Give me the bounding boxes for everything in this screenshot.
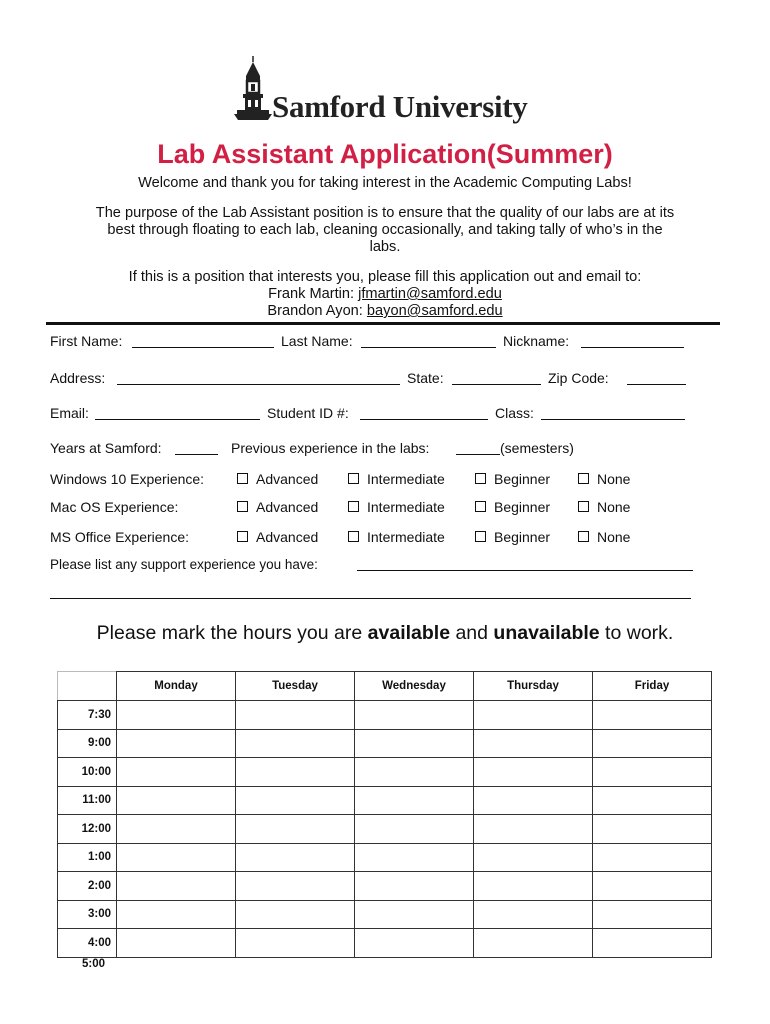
- class-field[interactable]: [541, 419, 685, 420]
- student-id-field[interactable]: [360, 419, 488, 420]
- schedule-cell[interactable]: [236, 729, 355, 758]
- office-intermediate-checkbox[interactable]: [348, 531, 359, 542]
- last-name-field[interactable]: [361, 347, 496, 348]
- schedule-cell[interactable]: [117, 786, 236, 815]
- time-label: 2:00: [58, 872, 117, 901]
- office-none-checkbox[interactable]: [578, 531, 589, 542]
- availability-instruction: [0, 622, 770, 645]
- option-label: None: [597, 499, 631, 515]
- email-link[interactable]: jfmartin@samford.edu: [358, 286, 502, 302]
- option-label: Intermediate: [367, 471, 445, 487]
- schedule-cell[interactable]: [355, 872, 474, 901]
- option-label: Intermediate: [367, 499, 445, 515]
- schedule-cell[interactable]: [355, 815, 474, 844]
- windows-beginner-checkbox[interactable]: [475, 473, 486, 484]
- schedule-cell[interactable]: [355, 786, 474, 815]
- time-label: 10:00: [58, 758, 117, 787]
- mac-beginner-checkbox[interactable]: [475, 501, 486, 512]
- schedule-cell[interactable]: [236, 872, 355, 901]
- schedule-cell[interactable]: [236, 815, 355, 844]
- schedule-row: [58, 786, 712, 815]
- schedule-cell[interactable]: [117, 701, 236, 730]
- contact-frank: [0, 286, 770, 303]
- schedule-cell[interactable]: [236, 929, 355, 958]
- years-label: Years at Samford:: [50, 440, 162, 456]
- mac-experience-label: Mac OS Experience:: [50, 499, 179, 515]
- schedule-cell[interactable]: [593, 729, 712, 758]
- schedule-row: [58, 843, 712, 872]
- time-label: 11:00: [58, 786, 117, 815]
- option-label: Beginner: [494, 529, 551, 545]
- schedule-row: [58, 900, 712, 929]
- schedule-row: [58, 701, 712, 730]
- schedule-cell[interactable]: [236, 843, 355, 872]
- bell-tower-logo-icon: [234, 56, 272, 122]
- availability-text: and: [450, 622, 494, 644]
- windows-experience-label: Windows 10 Experience:: [50, 471, 205, 487]
- schedule-row: [58, 815, 712, 844]
- support-experience-label: Please list any support experience you have:: [50, 557, 318, 572]
- schedule-cell[interactable]: [355, 843, 474, 872]
- schedule-row: [58, 758, 712, 787]
- address-field[interactable]: [117, 384, 400, 385]
- purpose-line: labs.: [369, 239, 401, 255]
- years-field[interactable]: [175, 454, 218, 455]
- office-advanced-checkbox[interactable]: [237, 531, 248, 542]
- schedule-cell[interactable]: [474, 929, 593, 958]
- schedule-cell[interactable]: [593, 900, 712, 929]
- student-id-label: Student ID #:: [267, 405, 349, 421]
- zip-field[interactable]: [627, 384, 686, 385]
- schedule-cell[interactable]: [593, 815, 712, 844]
- schedule-cell[interactable]: [355, 701, 474, 730]
- option-label: None: [597, 471, 631, 487]
- contact-name: Frank Martin:: [268, 286, 359, 302]
- time-label: 1:00: [58, 843, 117, 872]
- schedule-cell[interactable]: [355, 900, 474, 929]
- unavailable-word: unavailable: [493, 622, 600, 644]
- email-field[interactable]: [95, 419, 260, 420]
- schedule-cell[interactable]: [474, 872, 593, 901]
- mac-intermediate-checkbox[interactable]: [348, 501, 359, 512]
- welcome-text: Welcome and thank you for taking interest in the Academic Computing Labs!: [138, 175, 632, 191]
- schedule-row: [58, 929, 712, 958]
- schedule-table: [57, 671, 712, 958]
- schedule-cell[interactable]: [236, 786, 355, 815]
- schedule-cell[interactable]: [474, 701, 593, 730]
- schedule-cell[interactable]: [117, 729, 236, 758]
- address-label: Address:: [50, 370, 106, 386]
- email-label: Email:: [50, 405, 89, 421]
- schedule-cell[interactable]: [117, 900, 236, 929]
- option-label: Beginner: [494, 499, 551, 515]
- schedule-cell[interactable]: [593, 701, 712, 730]
- schedule-cell[interactable]: [355, 929, 474, 958]
- windows-none-checkbox[interactable]: [578, 473, 589, 484]
- last-name-label: Last Name:: [281, 333, 353, 349]
- schedule-cell[interactable]: [236, 900, 355, 929]
- schedule-cell[interactable]: [593, 872, 712, 901]
- availability-text: to work.: [599, 622, 674, 644]
- first-name-label: First Name:: [50, 333, 123, 349]
- email-link[interactable]: bayon@samford.edu: [366, 303, 503, 319]
- schedule-cell[interactable]: [474, 758, 593, 787]
- schedule-cell[interactable]: [355, 729, 474, 758]
- state-field[interactable]: [452, 384, 541, 385]
- contact-block: [0, 269, 770, 320]
- zip-label: Zip Code:: [548, 370, 609, 386]
- mac-none-checkbox[interactable]: [578, 501, 589, 512]
- schedule-row: [58, 729, 712, 758]
- purpose-line: The purpose of the Lab Assistant position is to ensure that the quality of our labs are at its: [95, 205, 675, 221]
- option-label: Advanced: [256, 529, 319, 545]
- day-header: Tuesday: [236, 672, 355, 701]
- time-label: 4:00: [58, 929, 117, 958]
- schedule-cell[interactable]: [236, 758, 355, 787]
- schedule-cell[interactable]: [593, 786, 712, 815]
- state-label: State:: [407, 370, 444, 386]
- schedule-cell[interactable]: [117, 843, 236, 872]
- schedule-row: [58, 872, 712, 901]
- previous-experience-label: Previous experience in the labs:: [231, 440, 430, 456]
- schedule-cell[interactable]: [117, 758, 236, 787]
- corner-cell: [58, 672, 117, 701]
- day-header: Friday: [593, 672, 712, 701]
- contact-brandon: [0, 303, 770, 320]
- schedule-cell[interactable]: [474, 815, 593, 844]
- option-label: Advanced: [256, 499, 319, 515]
- nickname-field[interactable]: [581, 347, 684, 348]
- time-label: 5:00: [82, 958, 106, 970]
- purpose-text: [0, 205, 770, 256]
- day-header: Wednesday: [355, 672, 474, 701]
- mac-advanced-checkbox[interactable]: [237, 501, 248, 512]
- schedule-cell[interactable]: [236, 701, 355, 730]
- available-word: available: [367, 622, 451, 644]
- schedule-cell[interactable]: [474, 729, 593, 758]
- time-label: 9:00: [58, 729, 117, 758]
- schedule-cell[interactable]: [593, 929, 712, 958]
- interest-text: If this is a position that interests you, please fill this application out and email to:: [128, 269, 642, 285]
- university-name: Samford University: [272, 89, 528, 124]
- first-name-field[interactable]: [132, 347, 274, 348]
- divider: [46, 322, 720, 325]
- schedule-cell[interactable]: [117, 872, 236, 901]
- support-experience-field[interactable]: [357, 570, 693, 571]
- class-label: Class:: [495, 405, 534, 421]
- schedule-cell[interactable]: [593, 843, 712, 872]
- schedule-cell[interactable]: [593, 758, 712, 787]
- time-label: 12:00: [58, 815, 117, 844]
- time-label: 3:00: [58, 900, 117, 929]
- windows-intermediate-checkbox[interactable]: [348, 473, 359, 484]
- schedule-cell[interactable]: [355, 758, 474, 787]
- day-header: Monday: [117, 672, 236, 701]
- office-experience-label: MS Office Experience:: [50, 529, 190, 545]
- windows-advanced-checkbox[interactable]: [237, 473, 248, 484]
- option-label: Intermediate: [367, 529, 445, 545]
- schedule-cell[interactable]: [474, 843, 593, 872]
- purpose-line: best through floating to each lab, cleaning occasionally, and taking tally of who’s in the: [107, 222, 663, 238]
- option-label: Beginner: [494, 471, 551, 487]
- schedule-cell[interactable]: [117, 929, 236, 958]
- schedule-cell[interactable]: [474, 900, 593, 929]
- contact-name: Brandon Ayon:: [267, 303, 367, 319]
- day-header: Thursday: [474, 672, 593, 701]
- page-title: Lab Assistant Application(Summer): [157, 139, 613, 169]
- schedule-cell[interactable]: [474, 786, 593, 815]
- semesters-label: (semesters): [500, 440, 574, 456]
- option-label: Advanced: [256, 471, 319, 487]
- support-experience-field-line2[interactable]: [50, 598, 691, 599]
- option-label: None: [597, 529, 631, 545]
- schedule-cell[interactable]: [117, 815, 236, 844]
- office-beginner-checkbox[interactable]: [475, 531, 486, 542]
- availability-text: Please mark the hours you are: [96, 622, 368, 644]
- schedule-header-row: [58, 672, 712, 701]
- time-label: 7:30: [58, 701, 117, 730]
- nickname-label: Nickname:: [503, 333, 570, 349]
- previous-experience-field[interactable]: [456, 454, 500, 455]
